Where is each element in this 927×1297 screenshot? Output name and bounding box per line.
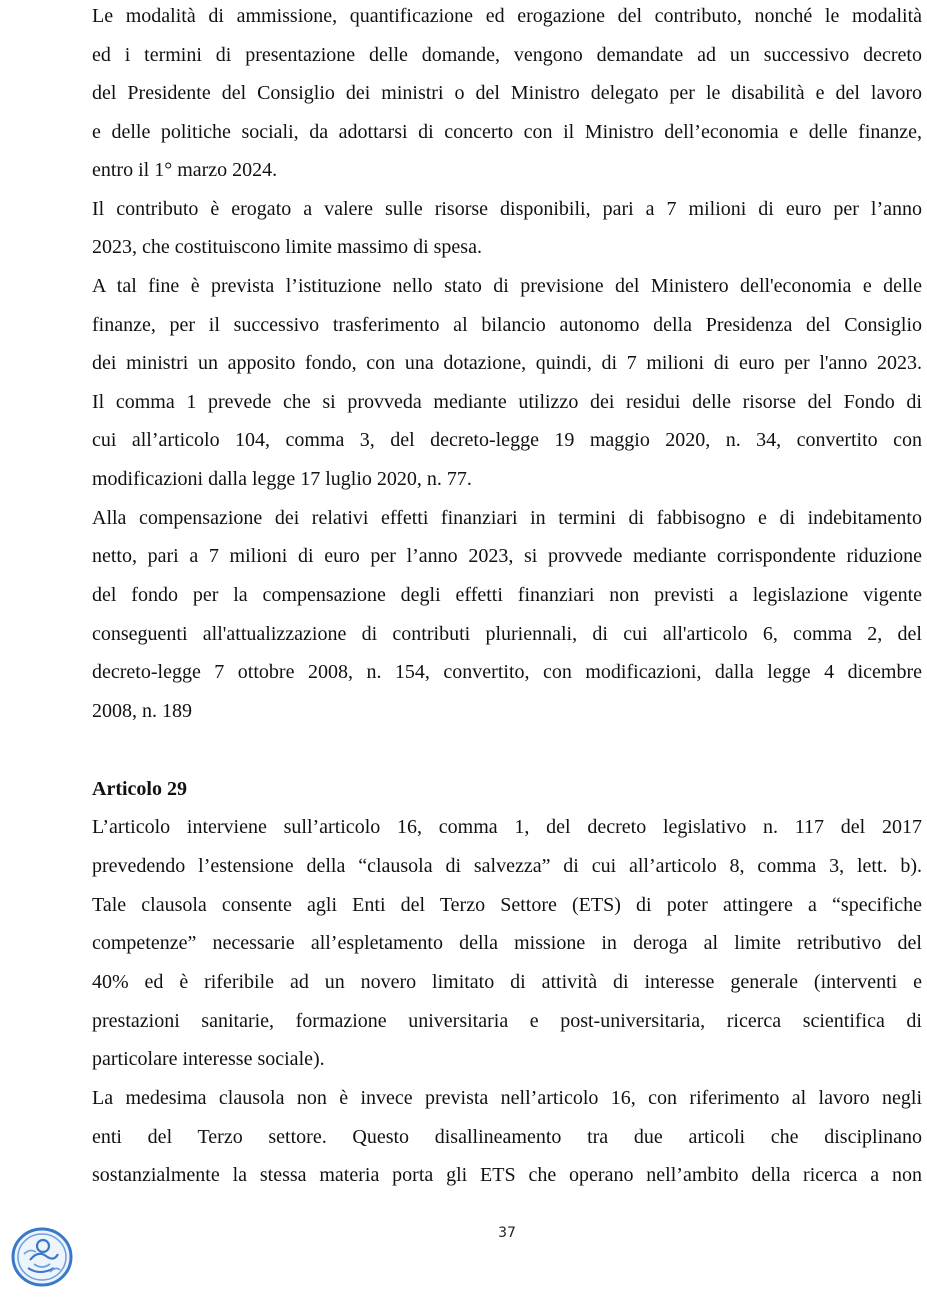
paragraph-line: conseguenti all'attualizzazione di contributi pluriennali, di cui all'articolo 6, comma 2, del xyxy=(92,623,922,645)
paragraph-line: particolare interesse sociale). xyxy=(92,1048,325,1070)
paragraph-line: Il comma 1 prevede che si provveda mediante utilizzo dei residui delle risorse del Fondo di xyxy=(92,391,922,413)
paragraph-line: competenze” necessarie all’espletamento della missione in deroga al limite retributivo del xyxy=(92,932,922,954)
paragraph-line: netto, pari a 7 milioni di euro per l’anno 2023, si provvede mediante corrispondente riduzione xyxy=(92,545,922,567)
paragraph-line: Tale clausola consente agli Enti del Terzo Settore (ETS) di poter attingere a “specifiche xyxy=(92,894,922,916)
paragraph-line: prestazioni sanitarie, formazione universitaria e post-universitaria, ricerca scientifica di xyxy=(92,1010,922,1032)
paragraph-line: dei ministri un apposito fondo, con una dotazione, quindi, di 7 milioni di euro per l'anno 2023. xyxy=(92,352,922,374)
paragraph-line: prevedendo l’estensione della “clausola di salvezza” di cui all’articolo 8, comma 3, lett. b). xyxy=(92,855,922,877)
paragraph-line: Le modalità di ammissione, quantificazione ed erogazione del contributo, nonché le modalità xyxy=(92,5,922,27)
paragraph-line: modificazioni dalla legge 17 luglio 2020, n. 77. xyxy=(92,468,472,490)
paragraph-line: 2023, che costituiscono limite massimo di spesa. xyxy=(92,236,482,258)
paragraph-line: A tal fine è prevista l’istituzione nello stato di previsione del Ministero dell'economia e delle xyxy=(92,275,922,297)
paragraph-line: cui all’articolo 104, comma 3, del decreto-legge 19 maggio 2020, n. 34, convertito con xyxy=(92,429,922,451)
paragraph-line: 2008, n. 189 xyxy=(92,700,192,722)
paragraph-line: decreto-legge 7 ottobre 2008, n. 154, convertito, con modificazioni, dalla legge 4 dicembre xyxy=(92,661,922,683)
paragraph-line: ed i termini di presentazione delle domande, vengono demandate ad un successivo decreto xyxy=(92,44,922,66)
paragraph-line: 40% ed è riferibile ad un novero limitato di attività di interesse generale (interventi e xyxy=(92,971,922,993)
paragraph-line: del fondo per la compensazione degli effetti finanziari non previsti a legislazione vigente xyxy=(92,584,922,606)
paragraph-line: Alla compensazione dei relativi effetti finanziari in termini di fabbisogno e di indebitamento xyxy=(92,507,922,529)
paragraph-line: enti del Terzo settore. Questo disallineamento tra due articoli che disciplinano xyxy=(92,1126,922,1148)
paragraph-line: finanze, per il successivo trasferimento al bilancio autonomo della Presidenza del Consiglio xyxy=(92,314,922,336)
page-number: 37 xyxy=(498,1225,516,1241)
paragraph-line: sostanzialmente la stessa materia porta gli ETS che operano nell’ambito della ricerca a non xyxy=(92,1164,922,1186)
paragraph-line: e delle politiche sociali, da adottarsi di concerto con il Ministro dell’economia e delle finanze, xyxy=(92,121,922,143)
paragraph-line: La medesima clausola non è invece prevista nell’articolo 16, con riferimento al lavoro negli xyxy=(92,1087,922,1109)
paragraph-line: L’articolo interviene sull’articolo 16, comma 1, del decreto legislativo n. 117 del 2017 xyxy=(92,816,922,838)
paragraph-line: entro il 1° marzo 2024. xyxy=(92,159,278,181)
institutional-seal-icon xyxy=(10,1226,74,1288)
paragraph-line: del Presidente del Consiglio dei ministri o del Ministro delegato per le disabilità e del lavoro xyxy=(92,82,922,104)
paragraph-line: Il contributo è erogato a valere sulle risorse disponibili, pari a 7 milioni di euro per l’anno xyxy=(92,198,922,220)
section-heading: Articolo 29 xyxy=(92,778,187,800)
